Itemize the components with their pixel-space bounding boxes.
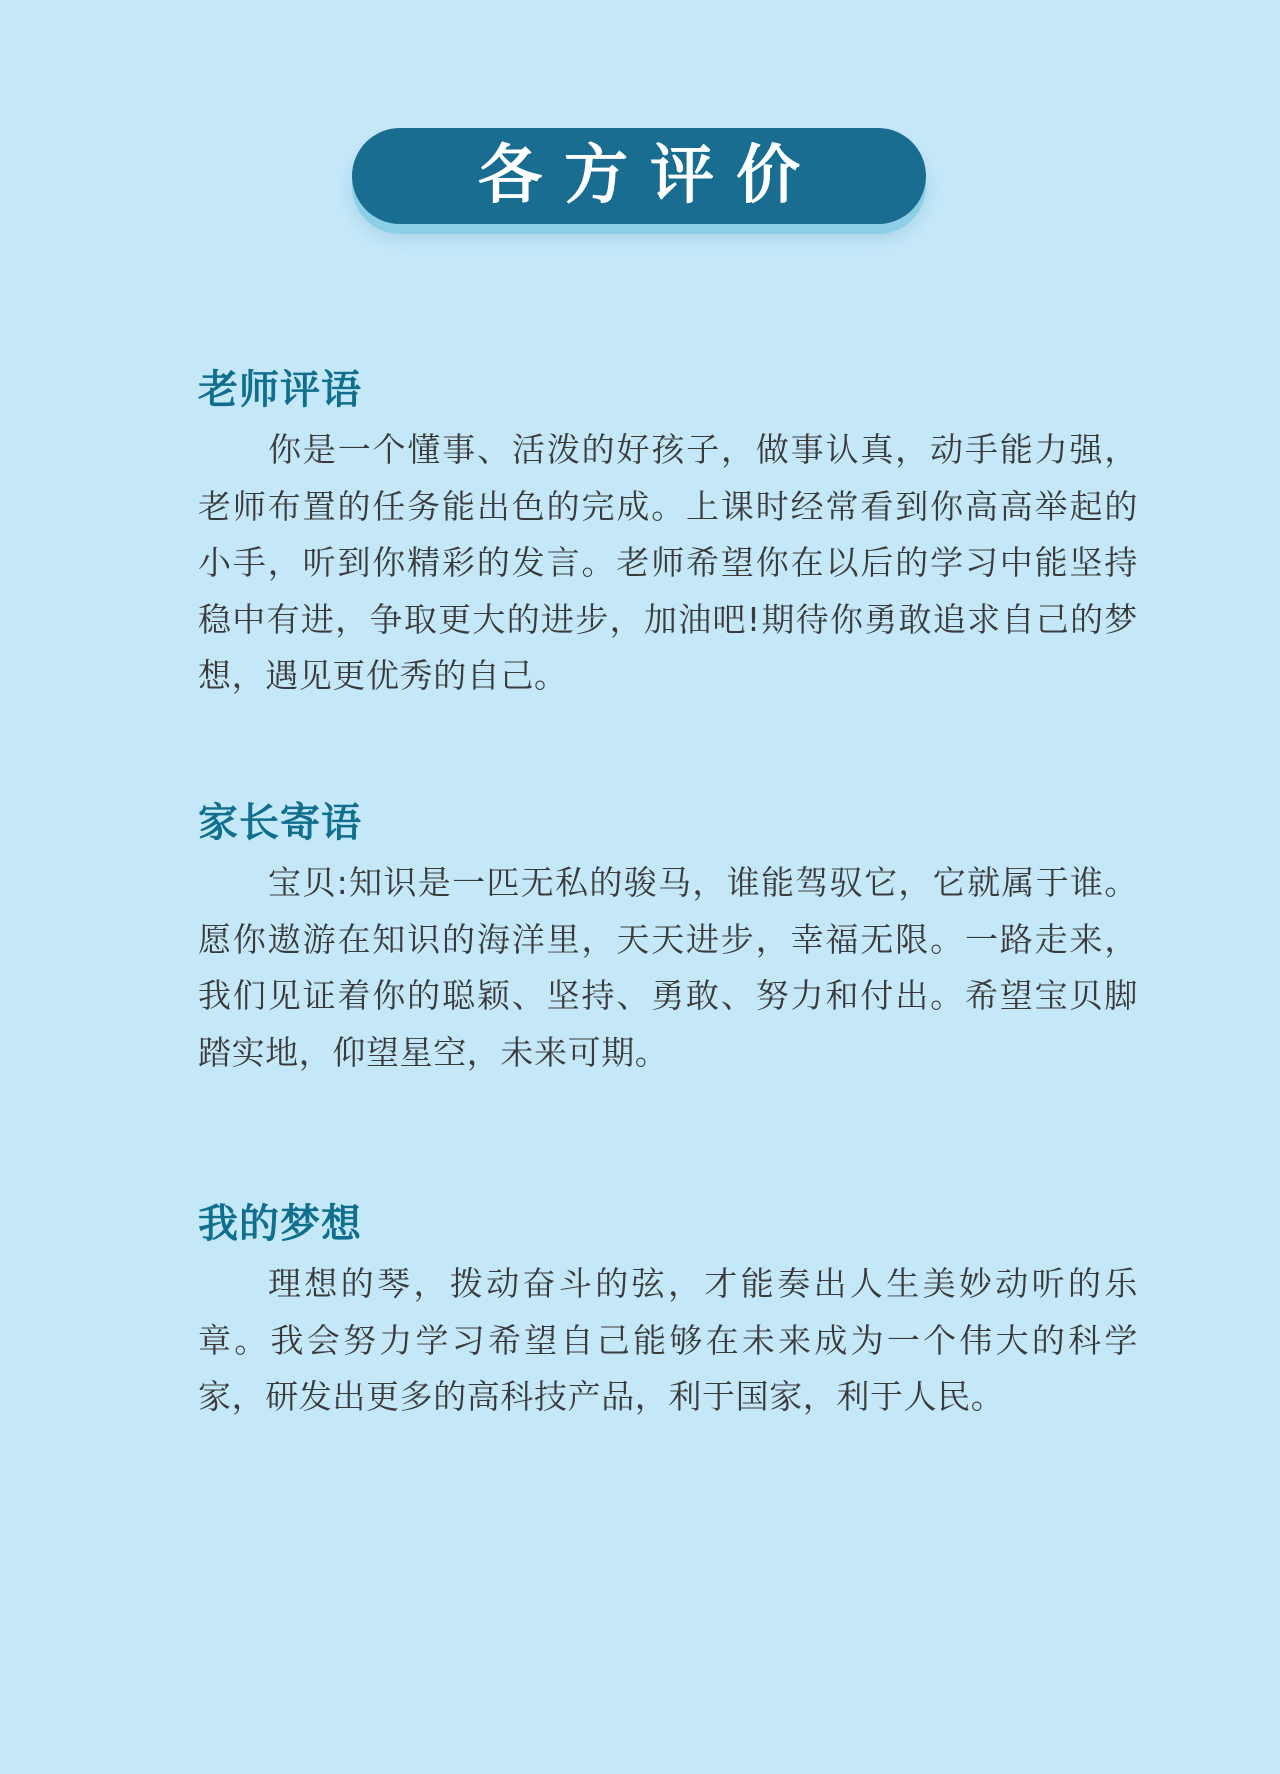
teacher-comment-body: 你是一个懂事、活泼的好孩子，做事认真，动手能力强，老师布置的任务能出色的完成。上课时经常看到你高高举起的小手，听到你精彩的发言。老师希望你在以后的学习中能坚持稳中有进，争取更大的进步，加油吧!期待你勇敢追求自己的梦想，遇见更优秀的自己。: [198, 430, 1138, 695]
my-dream-body: 理想的琴，拨动奋斗的弦，才能奏出人生美妙动听的乐章。我会努力学习希望自己能够在未来成为一个伟大的科学家，研发出更多的高科技产品，利于国家，利于人民。: [198, 1264, 1138, 1416]
teacher-comment-heading: 老师评语: [198, 367, 362, 413]
teacher-comment-section: [198, 362, 1138, 705]
page-title: 各方评价: [478, 139, 822, 213]
parent-message-body: 宝贝:知识是一匹无私的骏马，谁能驾驭它，它就属于谁。愿你遨游在知识的海洋里，天天进步，幸福无限。一路走来，我们见证着你的聪颖、坚持、勇敢、努力和付出。希望宝贝脚踏实地，仰望星空，未来可期。: [198, 863, 1138, 1072]
my-dream-heading: 我的梦想: [198, 1201, 362, 1247]
title-banner: [352, 128, 926, 224]
parent-message-section: [198, 795, 1138, 1081]
my-dream-section: [198, 1196, 1138, 1426]
parent-message-heading: 家长寄语: [198, 800, 362, 846]
